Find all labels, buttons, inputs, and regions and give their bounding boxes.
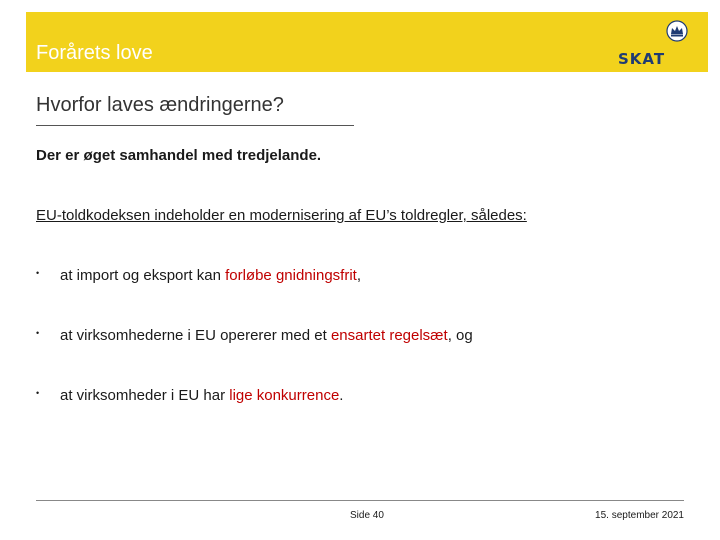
logo-wordmark: SKAT — [618, 50, 666, 68]
bullet-icon: • — [36, 388, 40, 398]
bullet-text — [60, 387, 343, 404]
bullet-icon: • — [36, 328, 40, 338]
header-bar — [26, 12, 708, 72]
bullet-text-end: , — [356, 267, 361, 284]
bullet-text-end: , og — [447, 327, 473, 344]
intro-text: EU-toldkodeksen indeholder en modernisering af EU’s toldregler, således: — [36, 207, 527, 224]
crown-icon — [666, 20, 688, 42]
bullet-text-end: . — [339, 387, 344, 404]
bullet-text-plain: at virksomhederne i EU opererer med et — [60, 327, 331, 344]
lead-statement: Der er øget samhandel med tredjelande. — [36, 147, 322, 164]
slide-title: Forårets love — [36, 42, 153, 64]
bullet-text-plain: at import og eksport kan — [60, 267, 226, 284]
slide-subtitle: Hvorfor laves ændringerne? — [36, 94, 284, 116]
bullet-highlight: ensartet regelsæt — [330, 327, 448, 344]
skat-logo — [618, 20, 690, 70]
bullet-icon: • — [36, 268, 40, 278]
footer-divider — [36, 500, 684, 501]
bullet-highlight: lige konkurrence — [229, 387, 340, 404]
bullet-text-plain: at virksomheder i EU har — [60, 387, 230, 404]
bullet-text — [60, 267, 361, 284]
page-number: Side 40 — [350, 510, 384, 521]
subtitle-divider — [36, 125, 354, 126]
bullet-highlight: forløbe gnidningsfrit — [225, 267, 357, 284]
bullet-text — [60, 327, 473, 344]
footer-date: 15. september 2021 — [595, 510, 684, 521]
